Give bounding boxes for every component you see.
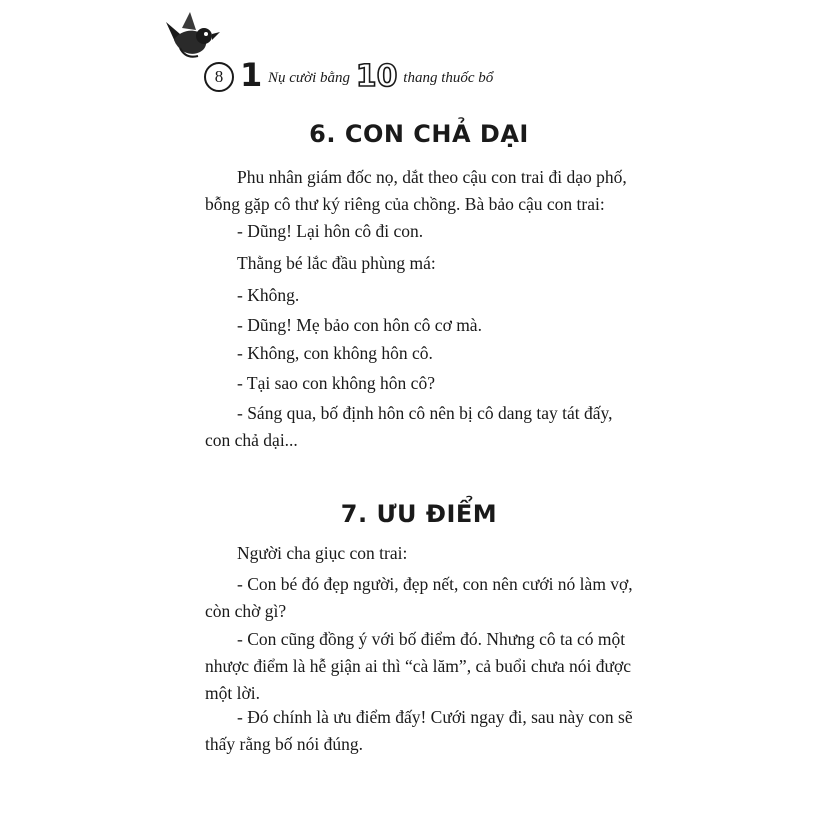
paragraph: Phu nhân giám đốc nọ, dắt theo cậu con trai đi dạo phố, bỗng gặp cô thư ký riêng của chồng. Bà bảo cậu con trai: bbox=[205, 167, 627, 214]
section-title-6: 6. CON CHẢ DẠI bbox=[309, 120, 529, 148]
section-title-7: 7. ƯU ĐIỂM bbox=[340, 500, 498, 528]
paragraph: - Con cũng đồng ý với bố điểm đó. Nhưng cô ta có một nhược điểm là hễ giận ai thì “cà lăm”, cả buổi chưa nói được một lời. bbox=[205, 629, 631, 703]
book-title bbox=[240, 56, 493, 94]
paragraph: Người cha giục con trai: bbox=[237, 543, 408, 563]
paragraph: - Dũng! Mẹ bảo con hôn cô cơ mà. bbox=[237, 315, 482, 335]
paragraph: - Tại sao con không hôn cô? bbox=[237, 373, 435, 393]
running-header bbox=[160, 10, 500, 94]
title-suffix: thang thuốc bổ bbox=[403, 70, 494, 86]
paragraph: - Đó chính là ưu điểm đấy! Cưới ngay đi, sau này con sẽ thấy rằng bố nói đúng. bbox=[205, 707, 633, 754]
paragraph: - Con bé đó đẹp người, đẹp nết, con nên cưới nó làm vợ, còn chờ gì? bbox=[205, 574, 633, 621]
title-prefix: 1 bbox=[240, 56, 263, 94]
page-number: 8 bbox=[204, 62, 234, 92]
paragraph: - Sáng qua, bố định hôn cô nên bị cô dang tay tát đấy, con chả dại... bbox=[205, 403, 613, 450]
title-middle: Nụ cười bằng bbox=[268, 70, 351, 86]
paragraph: - Dũng! Lại hôn cô đi con. bbox=[237, 221, 424, 241]
title-number: 10 bbox=[355, 59, 398, 94]
paragraph: Thằng bé lắc đầu phùng má: bbox=[237, 253, 436, 273]
bird-icon bbox=[160, 10, 230, 70]
paragraph: - Không. bbox=[237, 285, 300, 305]
paragraph: - Không, con không hôn cô. bbox=[237, 343, 433, 363]
